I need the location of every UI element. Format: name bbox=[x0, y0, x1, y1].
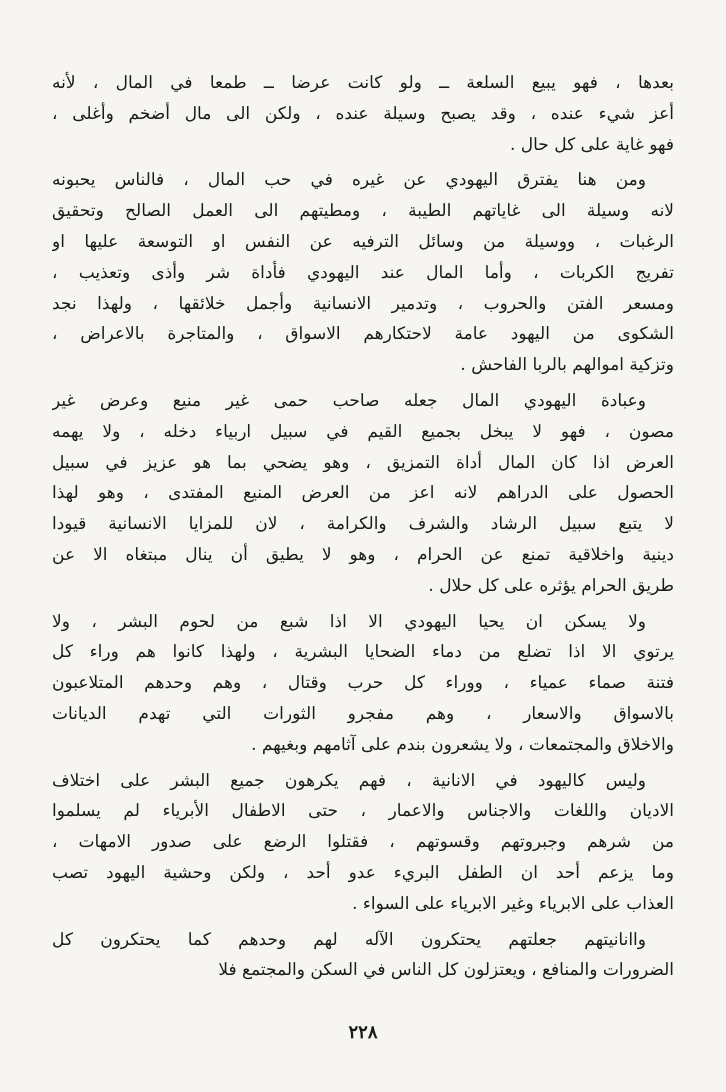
text-line: طريق الحرام يؤثره على كل حلال . bbox=[428, 575, 674, 596]
text-line: يرتوي الا اذا تضلع من دماء الضحايا البشرية ، ولهذا كانوا هم وراء كل bbox=[52, 642, 674, 663]
text-line: ومسعر الفتن والحروب ، وتدمير الانسانية وأجمل خلائقها ، ولهذا نجد bbox=[52, 293, 674, 314]
text-line: مصون ، فهو لا يبخل بجميع القيم في سبيل اربياء دخله ، ولا يهمه bbox=[52, 421, 674, 442]
text-line: الشكوى من اليهود عامة لاحتكارهم الاسواق ، والمتاجرة بالاعراض ، bbox=[52, 324, 674, 345]
text-line: بالاسواق والاسعار ، وهم مفجرو الثورات التي تهدم الديانات bbox=[52, 703, 674, 724]
paragraph bbox=[52, 386, 674, 602]
text-line: الرغبات ، ووسيلة من وسائل الترفيه عن النفس او التوسعة عليها او bbox=[52, 231, 674, 252]
text-line: واانانيتهم جعلتهم يحتكرون الآله لهم وحدهم كما يحتكرون كل bbox=[52, 929, 646, 950]
text-line: وتزكية اموالهم بالربا الفاحش . bbox=[460, 355, 674, 376]
text-line: العذاب على الابرياء وغير الابرياء على السواء . bbox=[352, 893, 674, 914]
text-line: فهو غاية على كل حال . bbox=[509, 134, 674, 155]
text-line: ومن هنا يفترق اليهودي عن غيره في حب المال ، فالناس يحبونه bbox=[52, 170, 646, 191]
text-line: الضرورات والمنافع ، ويعتزلون كل الناس في السكن والمجتمع فلا bbox=[218, 960, 674, 981]
text-line: أعز شيء عنده ، وقد يصبح وسيلة عنده ، ولكن الى مال أضخم وأغلى ، bbox=[52, 103, 674, 124]
text-line: تفريج الكربات ، وأما المال عند اليهودي فأداة شر وأذى وتعذيب ، bbox=[52, 262, 674, 283]
paragraph bbox=[52, 607, 674, 761]
page-body bbox=[52, 68, 674, 1008]
text-line: وما يزعم أحد ان الطفل البريء عدو أحد ، ولكن وحشية اليهود تصب bbox=[52, 862, 674, 883]
text-line: فتنة صماء عمياء ، ووراء كل حرب وقتال ، وهم وحدهم المتلاعبون bbox=[52, 673, 674, 694]
text-line: الاديان واللغات والاجناس والاعمار ، حتى الاطفال الأبرياء لم يسلموا bbox=[52, 801, 674, 822]
paragraph bbox=[52, 165, 674, 381]
text-line: والاخلاق والمجتمعات ، ولا يشعرون بندم على آثامهم وبغيهم . bbox=[251, 734, 674, 755]
text-line: العرض اذا كان المال أداة التمزيق ، وهو يضحي بما هو عزيز في سبيل bbox=[52, 452, 674, 473]
page-number: ٢٢٨ bbox=[348, 1022, 378, 1043]
text-line: دينية واخلاقية تمنع عن الحرام ، وهو لا يطيق أن ينال مبتغاه الا عن bbox=[52, 544, 674, 565]
text-line: من شرهم وجبروتهم وقسوتهم ، فقتلوا الرضع على صدور الامهات ، bbox=[52, 832, 674, 853]
text-line: الحصول على الدراهم لانه اعز من العرض المنيع المفتدى ، وهو لهذا bbox=[52, 483, 674, 504]
paragraph bbox=[52, 925, 674, 987]
paragraph bbox=[52, 766, 674, 920]
text-line: ولا يسكن ان يحيا اليهودي الا اذا شبع من لحوم البشر ، ولا bbox=[52, 611, 646, 632]
text-line: وليس كاليهود في الانانية ، فهم يكرهون جميع البشر على اختلاف bbox=[52, 770, 646, 791]
text-line: وعبادة اليهودي المال جعله صاحب حمى غير منيع وعرض غير bbox=[52, 390, 646, 411]
text-line: لا يتبع سبيل الرشاد والشرف والكرامة ، لان للمزايا الانسانية قيودا bbox=[52, 514, 674, 535]
paragraph bbox=[52, 68, 674, 160]
text-line: لانه وسيلة الى غاياتهم الطيبة ، ومطيتهم الى العمل الصالح وتحقيق bbox=[52, 201, 674, 222]
text-line: بعدها ، فهو يبيع السلعة ــ ولو كانت عرضا ــ طمعا في المال ، لأنه bbox=[52, 73, 674, 93]
